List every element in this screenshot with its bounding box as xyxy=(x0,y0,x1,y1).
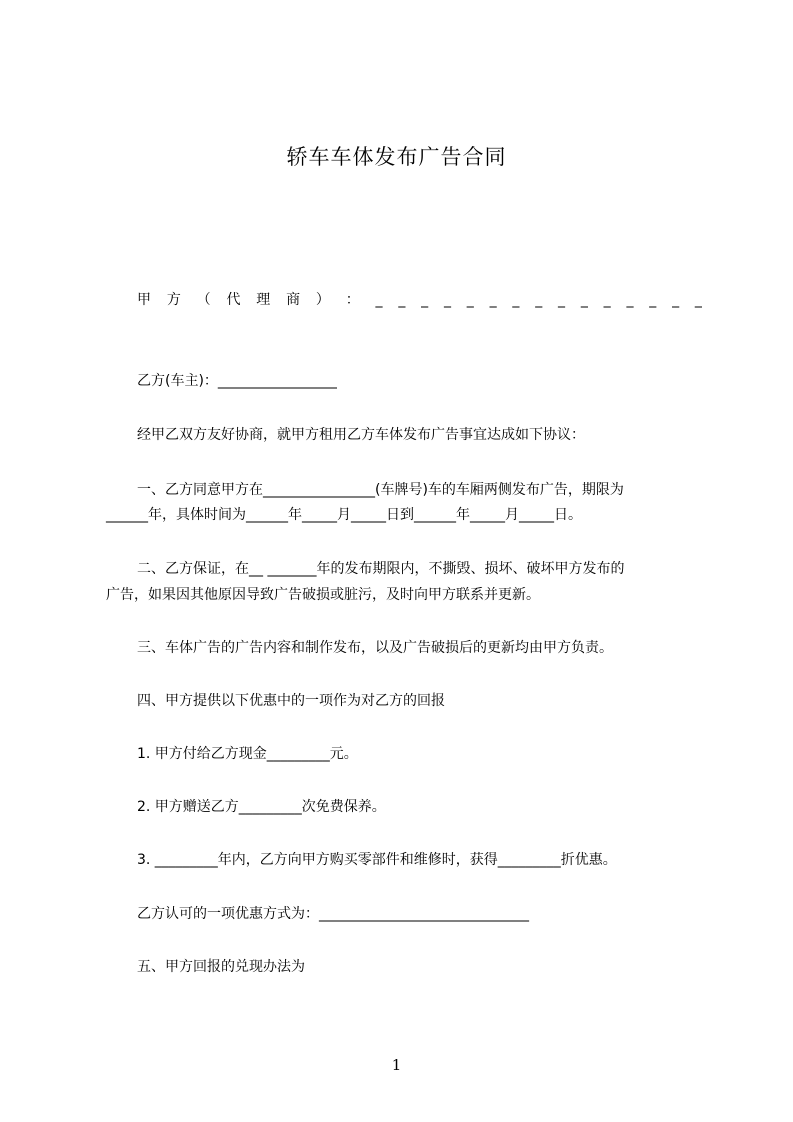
party-a-char: _ xyxy=(603,292,611,308)
intro-paragraph: 经甲乙双方友好协商，就甲方租用乙方车体发布广告事宜达成如下协议： xyxy=(137,427,585,443)
party-a-char: ） xyxy=(315,292,330,308)
party-a-char: _ xyxy=(512,292,520,308)
party-a-char: 方 xyxy=(166,292,181,308)
party-a-char: 商 xyxy=(286,292,301,308)
party-a-char: _ xyxy=(558,292,565,308)
party-a-char: 代 xyxy=(226,292,241,308)
party-a-char: _ xyxy=(443,292,451,308)
clause-2-line-2: 广告，如果因其他原因导致广告破损或脏污，及时向甲方联系并更新。 xyxy=(106,587,540,603)
party-a-char: _ xyxy=(375,292,383,308)
party-a-char: （ xyxy=(196,292,211,308)
party-a-char: _ xyxy=(535,292,543,308)
party-a-char: _ xyxy=(626,292,634,308)
document-title: 轿车车体发布广告合同 xyxy=(286,145,507,169)
clause-5: 五、甲方回报的兑现办法为 xyxy=(137,959,305,975)
party-a-char: _ xyxy=(672,292,680,308)
party-a-char: _ xyxy=(421,292,429,308)
party-a-char: ： xyxy=(345,292,360,308)
party-a-char: 理 xyxy=(256,292,271,308)
party-a-char: _ xyxy=(489,292,497,308)
party-b-line: 乙方(车主)：_________________ xyxy=(137,373,337,389)
clause-4: 四、甲方提供以下优惠中的一项作为对乙方的回报 xyxy=(137,693,445,709)
clause-2-line-1: 二、乙方保证，在__ _______年的发布期限内，不撕毁、损坏、破坏甲方发布的 xyxy=(137,561,625,577)
option-3: 3. _________年内，乙方向甲方购买零部件和维修时，获得_________折优惠。 xyxy=(137,852,617,868)
page-number: 1 xyxy=(391,1056,402,1074)
party-a-char: _ xyxy=(398,292,406,308)
party-a-line xyxy=(137,290,702,310)
option-2: 2. 甲方赠送乙方_________次免费保养。 xyxy=(137,799,386,815)
clause-3: 三、车体广告的广告内容和制作发布，以及广告破损后的更新均由甲方负责。 xyxy=(137,640,613,656)
party-a-char: _ xyxy=(649,292,657,308)
chosen-option-line: 乙方认可的一项优惠方式为：______________________________ xyxy=(137,906,529,922)
party-a-char: _ xyxy=(580,292,588,308)
option-1: 1. 甲方付给乙方现金_________元。 xyxy=(137,746,358,762)
clause-1-line-1: 一、乙方同意甲方在________________(车牌号)车的车厢两侧发布广告，期限为 xyxy=(137,482,624,498)
party-a-char: _ xyxy=(694,292,702,308)
clause-1-line-2: ______年，具体时间为______年_____月_____日到______年_____月_____日。 xyxy=(106,507,582,523)
party-a-char: _ xyxy=(466,292,474,308)
party-a-char: 甲 xyxy=(137,292,151,308)
